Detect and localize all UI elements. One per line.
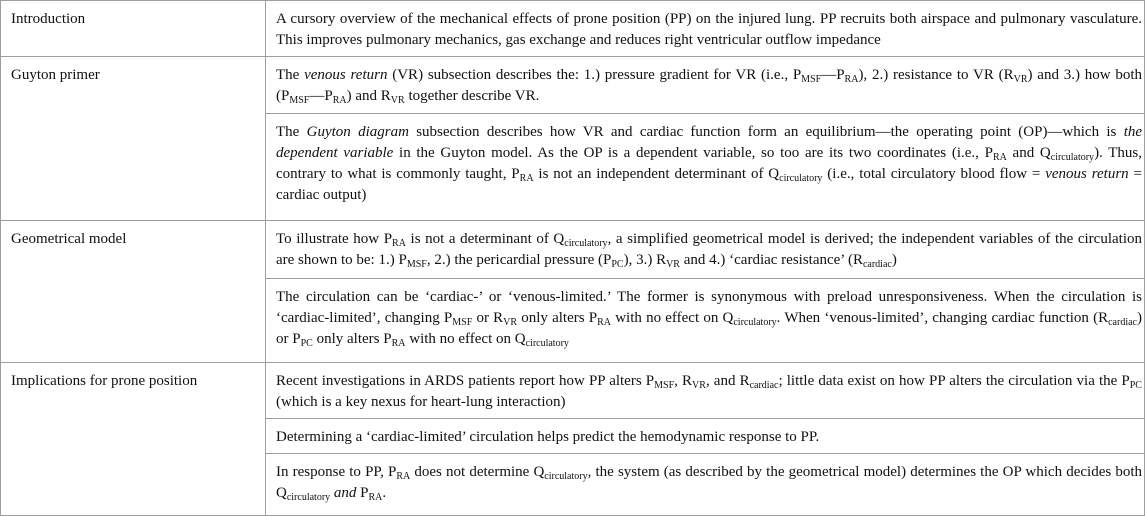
section-label: Implications for prone position	[1, 362, 266, 515]
description-cell: Recent investigations in ARDS patients report how PP alters $P_{MSF}$, $R_{VR}$, and $R_{cardiac}$; little data exist on how PP alters the circulation via the $P_{PC}$ (which is a key nexus for heart-lung interaction)	[266, 362, 1145, 418]
table-row	[1, 57, 1145, 114]
description-cell: The venous return (VR) subsection describes the: 1.) pressure gradient for VR (i.e., $P_{MSF}—P_{RA}$), 2.) resistance to VR $(R_{VR})$ and 3.) how both $(P_{MSF}—P_{RA})$ and $R_{VR}$ together describe VR.	[266, 57, 1145, 114]
section-label: Introduction	[1, 1, 266, 57]
description-cell: Determining a ‘cardiac-limited’ circulation helps predict the hemodynamic response to PP.	[266, 418, 1145, 453]
description-cell: In response to PP, $P_{RA}$ does not determine $Q_{circulatory}$, the system (as described by the geometrical model) determines the OP which decides both $Q_{circulatory}$ and $P_{RA}$.	[266, 453, 1145, 515]
description-cell: A cursory overview of the mechanical effects of prone position (PP) on the injured lung. PP recruits both airspace and pulmonary vasculature. This improves pulmonary mechanics, gas exchange and reduces right ventricular outflow impedance	[266, 1, 1145, 57]
description-cell: The Guyton diagram subsection describes how VR and cardiac function form an equilibrium—the operating point (OP)—which is the dependent variable in the Guyton model. As the OP is a dependent variable, so too are its two coordinates (i.e., $P_{RA}$ and $Q_{circulatory}$). Thus, contrary to what is commonly taught, $P_{RA}$ is not an independent determinant of $Q_{circulatory}$ (i.e., total circulatory blood flow = venous return = cardiac output)	[266, 114, 1145, 221]
table-row	[1, 221, 1145, 278]
description-cell: To illustrate how $P_{RA}$ is not a determinant of $Q_{circulatory}$, a simplified geometrical model is derived; the independent variables of the circulation are shown to be: 1.) $P_{MSF}$, 2.) the pericardial pressure $(P_{PC})$, 3.) $R_{VR}$ and 4.) ‘cardiac resistance’ $(R_{cardiac})$	[266, 221, 1145, 278]
table-row	[1, 1, 1145, 57]
table-row	[1, 362, 1145, 418]
section-label: Geometrical model	[1, 221, 266, 362]
section-label: Guyton primer	[1, 57, 266, 221]
description-cell: The circulation can be ‘cardiac-’ or ‘venous-limited.’ The former is synonymous with preload unresponsiveness. When the circulation is ‘cardiac-limited’, changing $P_{MSF}$ or $R_{VR}$ only alters $P_{RA}$ with no effect on $Q_{circulatory}$. When ‘venous-limited’, changing cardiac function $(R_{cardiac})$ or $P_{PC}$ only alters $P_{RA}$ with no effect on $Q_{circulatory}$	[266, 278, 1145, 362]
